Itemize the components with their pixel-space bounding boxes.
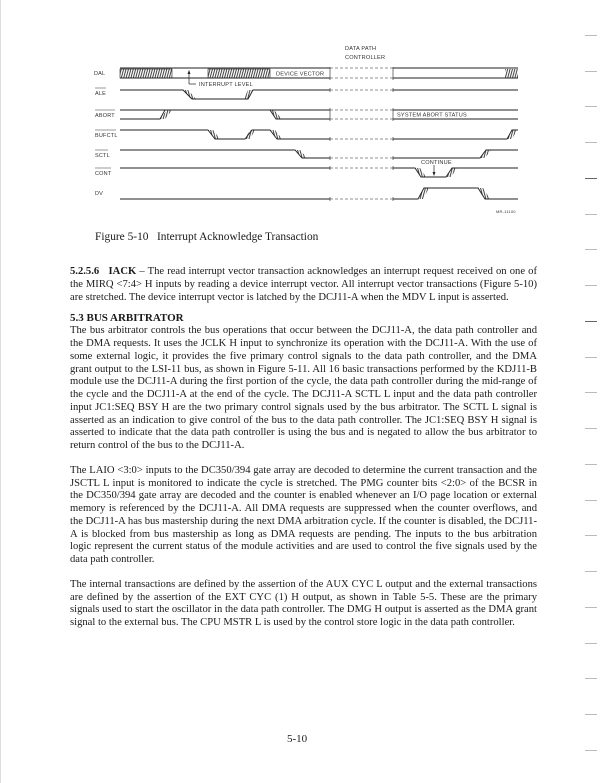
margin-mark (585, 285, 597, 286)
margin-mark (585, 357, 597, 358)
waveform-ale (120, 88, 518, 99)
margin-mark (585, 142, 597, 143)
body-flow (70, 266, 537, 630)
annotation-system-abort-status: SYSTEM ABORT STATUS (397, 112, 467, 119)
figure-code: MR-11100 (496, 209, 516, 214)
margin-mark (585, 643, 597, 644)
margin-mark (585, 428, 597, 429)
margin-mark (585, 392, 597, 393)
dpc-label-line1: DATA PATH (345, 46, 377, 52)
margin-mark (585, 249, 597, 250)
margin-mark (585, 714, 597, 715)
paragraph-2 (70, 465, 537, 567)
margin-mark (585, 71, 597, 72)
margin-mark (585, 106, 597, 107)
timing-diagram (0, 0, 604, 225)
section-heading-bus-arbitrator: 5.3 BUS ARBITRATOR (70, 312, 184, 325)
paragraph-1 (70, 325, 537, 453)
section-5-2-5-6 (70, 266, 537, 304)
annotation-continue: CONTINUE (421, 160, 452, 166)
signal-label-ale: ALE (95, 91, 106, 97)
margin-mark (585, 464, 597, 465)
figure-caption: Figure 5-10 Interrupt Acknowledge Transaction (95, 231, 319, 243)
paragraph-gap (70, 567, 537, 579)
margin-mark (585, 500, 597, 501)
section-title: IACK (108, 266, 137, 277)
margin-mark (585, 535, 597, 536)
waveform-bufctl (120, 130, 518, 141)
margin-mark (585, 607, 597, 608)
margin-mark (585, 35, 597, 36)
paragraph-3 (70, 579, 537, 630)
annotation-device-vector: DEVICE VECTOR (276, 71, 325, 78)
dpc-label-line2: CONTROLLER (345, 55, 386, 61)
margin-mark (585, 678, 597, 679)
section-text: – The read interrupt vector transaction acknowledges an interrupt request received on one of the MIRQ <7:4> H inputs by reading a device interrupt vector. All interrupt vector transactions (Figure 5-10) are stretched. The device interrupt vector is latched by the DCJ11-A when the MDV L input is asserted. (70, 266, 537, 303)
signal-label-sctl: SCTL (95, 153, 110, 159)
waveform-dv (120, 188, 518, 201)
signal-label-abort: ABORT (95, 113, 115, 119)
waveform-cont (120, 165, 518, 177)
signal-label-cont: CONT (95, 171, 112, 177)
margin-mark (585, 321, 597, 322)
section-number: 5.2.5.6 (70, 266, 100, 277)
signal-label-bufctl: BUFCTL (95, 133, 118, 139)
margin-mark (585, 750, 597, 751)
annotation-interrupt-level: INTERRUPT LEVEL (199, 82, 253, 88)
margin-mark (585, 178, 597, 179)
signal-label-dv: DV (95, 191, 104, 197)
paragraph-text: The bus arbitrator controls the bus operations that occur between the DCJ11-A, the data path controller and the DMA requests. It uses the JCLK H input to synchronize its operation with the DCJ11-A. With the use of some external logic, it provides the five primary control signals to the data path controller, and the DMA grant output to the LSI-11 bus, as shown in Figure 5-11. All 16 basic transactions performed by the KDJ11-B module use the DCJ11-A during the first portion of the cycle, the data path controller during the mid-range of the cycle and the DCJ11-A at the end of the cycle. The DCJ11-A SCTL L input and the data path controller input JC1:SEQ BSY H are the two primary control signals used by the bus arbitrator. The SCTL L signal is asserted as an indication to give control of the bus to the data path controller. The JC1:SEQ BSY H signal is asserted to indicate that the data path controller is using the bus and is negated to allow the bus arbitrator to return control of the bus to the DCJ11-A. (70, 325, 537, 451)
margin-mark (585, 214, 597, 215)
page-number: 5-10 (287, 733, 308, 745)
paragraph-gap (70, 453, 537, 465)
waveform-sctl (120, 150, 518, 160)
paragraph-text: The internal transactions are defined by the assertion of the AUX CYC L output and the external transactions are defined by the assertion of the EXT CYC (1) H output, as shown in Table 5-5. These are the primary signals used to start the oscillator in the data path controller. The DMG H output is asserted as the DMA grant signal to the external bus. The CPU MSTR L is used by the control store logic in the data path controller. (70, 578, 537, 628)
signal-label-dal: DAL (94, 71, 106, 77)
paragraph-text: The LAIO <3:0> inputs to the DC350/394 gate array are decoded to determine the current transaction and the JSCTL L input is monitored to indicate the cycle is stretched. The PMG counter bits <2:0> of the BCSR in the DC350/394 gate array are decoded and the counter is enabled whenever an I/O page location or external memory is referenced by the DCJ11-A. All DMA requests are suppressed when the counter overflows, and the DCJ11-A has bus mastership during the next DMA arbitration cycle. If the counter is disabled, the DCJ11-A is blocked from bus mastership as long as DMA requests are pending. The inputs to the bus arbitration logic represent the current status of the module activities and are used to control the five signals used by the data path controller. (70, 464, 537, 565)
waveforms (120, 67, 518, 201)
margin-mark (585, 571, 597, 572)
